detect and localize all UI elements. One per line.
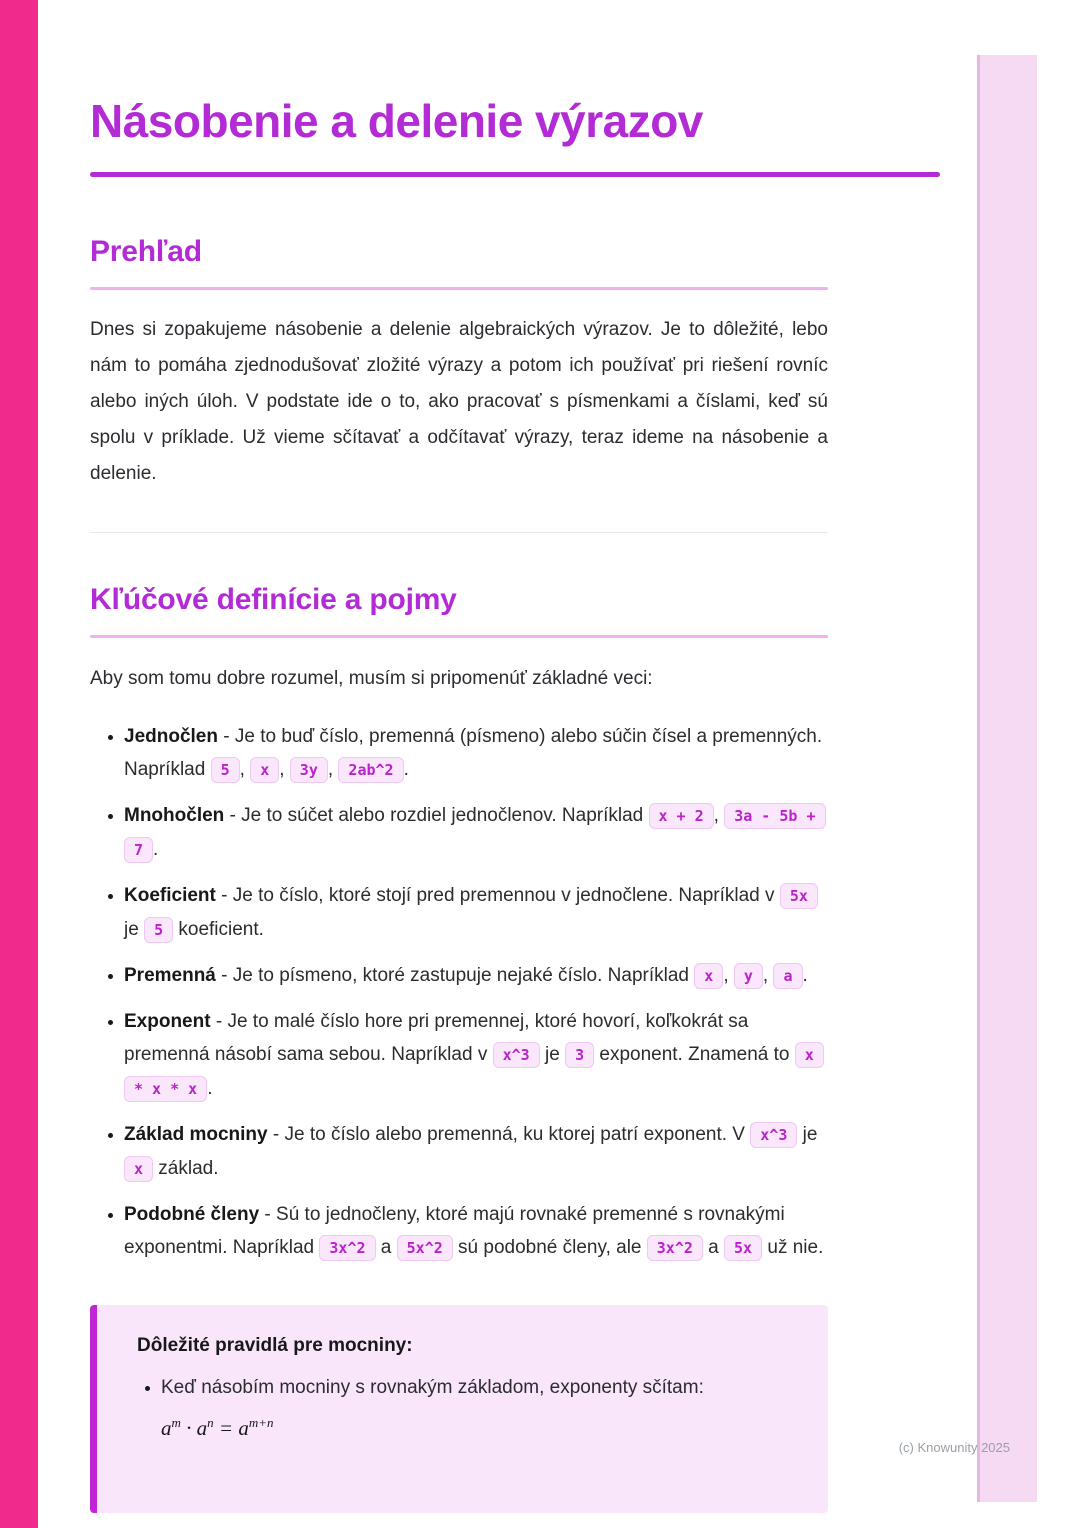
definition-text: a (375, 1236, 397, 1258)
definition-item (124, 720, 828, 787)
code-chip: x^3 (750, 1122, 797, 1148)
definition-text: - Je to buď číslo, premenná (písmeno) alebo súčin čísel a premenných. Napríklad (124, 725, 823, 780)
definition-item (124, 1198, 828, 1265)
definition-text: , (713, 804, 725, 826)
code-chip: x + 2 (649, 803, 714, 829)
formula-superscript: n (207, 1414, 214, 1430)
callout-rule-item (161, 1373, 792, 1443)
code-chip: 3x^2 (319, 1235, 375, 1261)
code-chip: 3x^2 (647, 1235, 703, 1261)
definition-text: - Je to písmeno, ktoré zastupuje nejaké číslo. Napríklad (215, 964, 695, 986)
section-heading-overview: Prehľad (90, 234, 202, 268)
power-rule-formula (161, 1413, 792, 1443)
definition-term: Koeficient (124, 884, 216, 906)
definition-term: Základ mocniny (124, 1123, 268, 1145)
definition-text: , (279, 758, 290, 780)
definition-item (124, 799, 828, 867)
definition-text: je (124, 918, 145, 940)
code-chip: x (250, 757, 279, 783)
code-chip: 5 (144, 917, 173, 943)
formula-superscript: m+n (248, 1414, 274, 1430)
code-chip: x * x * x (124, 1042, 824, 1102)
callout-box (90, 1305, 828, 1513)
definition-text: . (802, 964, 808, 986)
formula-part: a (196, 1415, 208, 1440)
code-chip: y (734, 963, 763, 989)
code-chip: 5x (724, 1235, 762, 1261)
definitions-heading-underline (90, 635, 828, 638)
definition-text: - Je to číslo alebo premenná, ku ktorej patrí exponent. V (267, 1123, 751, 1145)
code-chip: x^3 (493, 1042, 540, 1068)
definition-text: - Je to číslo, ktoré stojí pred premennou v jednočlene. Napríklad v (215, 884, 780, 906)
code-chip: 5x (780, 883, 818, 909)
formula-part: a (238, 1415, 249, 1440)
definition-item (124, 1118, 828, 1186)
definition-item (124, 1005, 828, 1106)
definition-text: - Je to malé číslo hore pri premennej, ktoré hovorí, koľkokrát sa premenná násobí sama sebou. Napríklad v (124, 1010, 749, 1065)
code-chip: 2ab^2 (338, 757, 403, 783)
definition-text: . (207, 1077, 213, 1099)
callout-rule-text: Keď násobím mocniny s rovnakým základom, exponenty sčítam: (161, 1376, 704, 1398)
callout-list (137, 1373, 792, 1443)
code-chip: 3y (290, 757, 328, 783)
code-chip: 5x^2 (397, 1235, 453, 1261)
formula-part: · (180, 1415, 197, 1440)
formula-part: = (213, 1415, 239, 1440)
definition-item (124, 959, 828, 993)
definition-term: Mnohočlen (124, 804, 225, 826)
definition-text: už nie. (762, 1236, 824, 1258)
definition-text: exponent. Znamená to (594, 1043, 795, 1065)
section-heading-definitions: Kľúčové definície a pojmy (90, 582, 457, 616)
left-accent-bar (0, 0, 38, 1528)
definition-text: , (327, 758, 339, 780)
definition-term: Premenná (124, 964, 216, 986)
definition-term: Exponent (124, 1010, 211, 1032)
definition-item (124, 879, 828, 947)
definitions-list (90, 720, 828, 1265)
definition-text: je (539, 1043, 566, 1065)
formula-superscript: m (171, 1414, 181, 1430)
title-rule (90, 172, 940, 177)
page-title: Násobenie a delenie výrazov (90, 95, 703, 147)
definition-text: koeficient. (173, 918, 264, 940)
code-chip: 3a - 5b + 7 (124, 803, 826, 863)
definition-text: , (762, 964, 774, 986)
definition-text: - Je to súčet alebo rozdiel jednočlenov. Napríklad (224, 804, 649, 826)
callout-title: Dôležité pravidlá pre mocniny: (137, 1334, 413, 1356)
code-chip: x (124, 1156, 153, 1182)
code-chip: 5 (211, 757, 240, 783)
definition-text: . (403, 758, 409, 780)
footer-credit: (c) Knowunity 2025 (898, 1440, 1010, 1455)
section-divider (90, 532, 828, 533)
definition-text: sú podobné členy, ale (452, 1236, 647, 1258)
code-chip: a (773, 963, 802, 989)
definition-term: Jednočlen (124, 725, 218, 747)
definition-term: Podobné členy (124, 1203, 260, 1225)
definitions-intro: Aby som tomu dobre rozumel, musím si pripomenúť základné veci: (90, 667, 653, 689)
overview-paragraph: Dnes si zopakujeme násobenie a delenie algebraických výrazov. Je to dôležité, lebo nám to pomáha zjednodušovať zložité výrazy a potom ich používať pri riešení rovníc alebo iných úloh. V podstate ide o to, ako pracovať s písmenkami a číslami, keď sú spolu v príklade. Už vieme sčítavať a odčítavať výrazy, teraz ideme na násobenie a delenie. (90, 318, 828, 484)
definition-text: , (723, 964, 734, 986)
definition-text: - Sú to jednočleny, ktoré majú rovnaké premenné s rovnakými exponentmi. Napríklad (124, 1203, 785, 1258)
definition-text: základ. (153, 1157, 219, 1179)
definition-text: , (239, 758, 251, 780)
definition-text: je (797, 1123, 818, 1145)
definition-text: a (702, 1236, 725, 1258)
formula-part: a (161, 1415, 172, 1440)
definition-text: . (153, 838, 159, 860)
overview-heading-underline (90, 287, 828, 290)
code-chip: x (694, 963, 723, 989)
code-chip: 3 (565, 1042, 594, 1068)
right-page-strip (977, 55, 1037, 1502)
content-column (90, 0, 828, 1513)
